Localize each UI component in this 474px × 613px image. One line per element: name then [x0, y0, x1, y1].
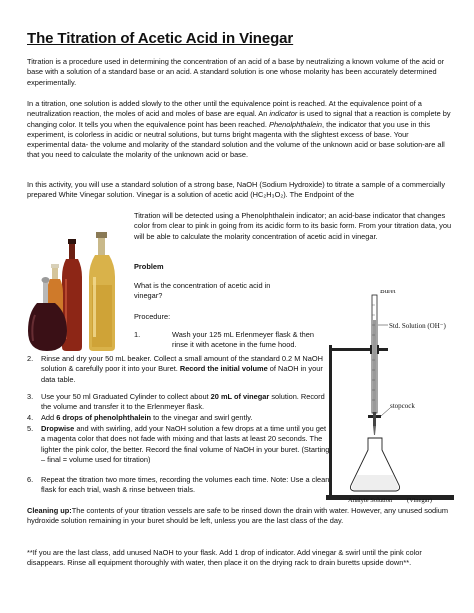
step-text-part: of NaOH in your data table. — [41, 364, 323, 384]
step-text — [41, 392, 331, 413]
step-text-part: Use your 50 ml Graduated Cylinder to collect about — [41, 392, 211, 401]
analyte-label: Analyte Solution — [348, 497, 393, 504]
clamp-arm — [330, 348, 388, 351]
step-number: 1. — [134, 330, 141, 339]
activity-paragraph: In this activity, you will use a standard solution of a strong base, NaOH (Sodium Hydroxide) to titrate a sample of a commercially prepared White Vinegar solution. Vinegar is a solution of acetic acid (HC₂H₃O₂). The Endpoint of the — [27, 180, 446, 200]
step-text-bold: Record the initial volume — [179, 364, 268, 374]
step-text: Repeat the titration two more times, recording the volumes each time. Note: Use a clean flask for each trial, wash & rinse between trials. — [41, 475, 330, 495]
step-text — [41, 424, 331, 465]
stopcock-label: stopcock — [390, 402, 415, 410]
step-text-part: Rinse and dry your 50 mL beaker. Collect a small amount of the standard 0.2 M NaOH solution & carefully poor it into your Buret. — [41, 354, 323, 374]
step-text-part: and with swirling, add your NaOH solution a few drops at a time until you get a magenta color that does not fade with mixing and that lasts at least 20 seconds. The lighter the pink color, the better. Record the final volume of NaOH in your buret. (Starting – final = volume used for titration) — [41, 424, 330, 464]
problem-text: What is the concentration of acetic acid in vinegar? — [134, 281, 271, 301]
intro-paragraph: Titration is a procedure used in determining the concentration of an acid of a base by neutralizing a known volume of the acid or base with a solution of a standard base or an acid. A standard solution is one whose molarity has been accurately determined experimentally. — [27, 57, 445, 87]
para2-text-b: is used to signal that a reaction is complete by changing color. It tells you when the equivalence point has been reached. — [27, 109, 451, 129]
step-number: 5. — [27, 424, 34, 433]
last-class-note: **If you are the last class, add unused NaOH to your flask. Add 1 drop of indicator. Add vinegar & swirl until the pink color disappears. Rinse all equipment thoroughly with water, then place it on the drying rack to drain buretts upside down**. — [27, 548, 422, 568]
vinegar-bottles-photo — [25, 215, 131, 355]
step-text-bold: Dropwise — [41, 424, 75, 433]
vinegar-label: (Vinegar) — [407, 497, 432, 504]
step-text-bold: 20 mL of vinegar — [210, 392, 270, 401]
step-number: 2. — [27, 354, 34, 363]
page-title: The Titration of Acetic Acid in Vinegar — [27, 30, 294, 47]
titration-paragraph — [27, 99, 451, 161]
para2-text-c: , the indicator that you use in this experiment, is colorless in acidic or neutral solutions, but turns bright magenta with the slightest excess of base. Your experimental data- the volume and molarity of the standard solution and the volume of the unknown acid or base solution-are all that you need to calculate the molarity of the unknown acid or base. — [27, 119, 445, 160]
step-text — [41, 354, 331, 385]
cleaning-heading: Cleaning up: — [27, 506, 72, 515]
procedure-heading: Procedure: — [134, 312, 171, 321]
para2-text-a: In a titration, one solution is added slowly to the other until the equivalence point is reached. At the equivalence point of a neutralization reaction, the moles of acid and moles of base are equal. An — [27, 99, 422, 119]
cleaning-paragraph — [27, 506, 451, 527]
step-number: 4. — [27, 413, 34, 422]
step-text-part: Add — [41, 413, 57, 422]
step-number: 6. — [27, 475, 34, 484]
activity-paragraph-continued: Titration will be detected using a Phenolphthalein indicator; an acid-base indicator that changes color from clear to pink in going from its acidic form to its basic form. From your titration data, you will be able to calculate the molarity concentration of acetic acid in vinegar. — [134, 211, 452, 241]
problem-heading: Problem — [134, 262, 164, 271]
indicator-term: indicator — [269, 109, 298, 119]
step-text-part: solution. Record the volume and transfer it to the Erlenmeyer flask. — [41, 392, 325, 412]
cleaning-text: The contents of your titration vessels are safe to be rinsed down the drain with water. However, any unused sodium hydroxide solution remaining in your buret should be left, unless you are the last class of the day. — [27, 506, 449, 526]
std-solution-label: Std. Solution (OH⁻) — [389, 322, 446, 330]
step-text — [41, 413, 331, 423]
stand-rod — [329, 345, 332, 497]
phenolphthalein-term: Phenolphthalein — [269, 119, 323, 129]
buret-label: Buret — [380, 290, 396, 295]
step-number: 3. — [27, 392, 34, 401]
titration-diagram — [318, 290, 468, 515]
step-text-bold: 6 drops of phenolphthalein — [56, 413, 152, 422]
step-text-part: to the vinegar and swirl gently. — [151, 413, 253, 422]
step-text: Wash your 125 mL Erlenmeyer flask & then rinse it with acetone in the fume hood. — [172, 330, 314, 350]
